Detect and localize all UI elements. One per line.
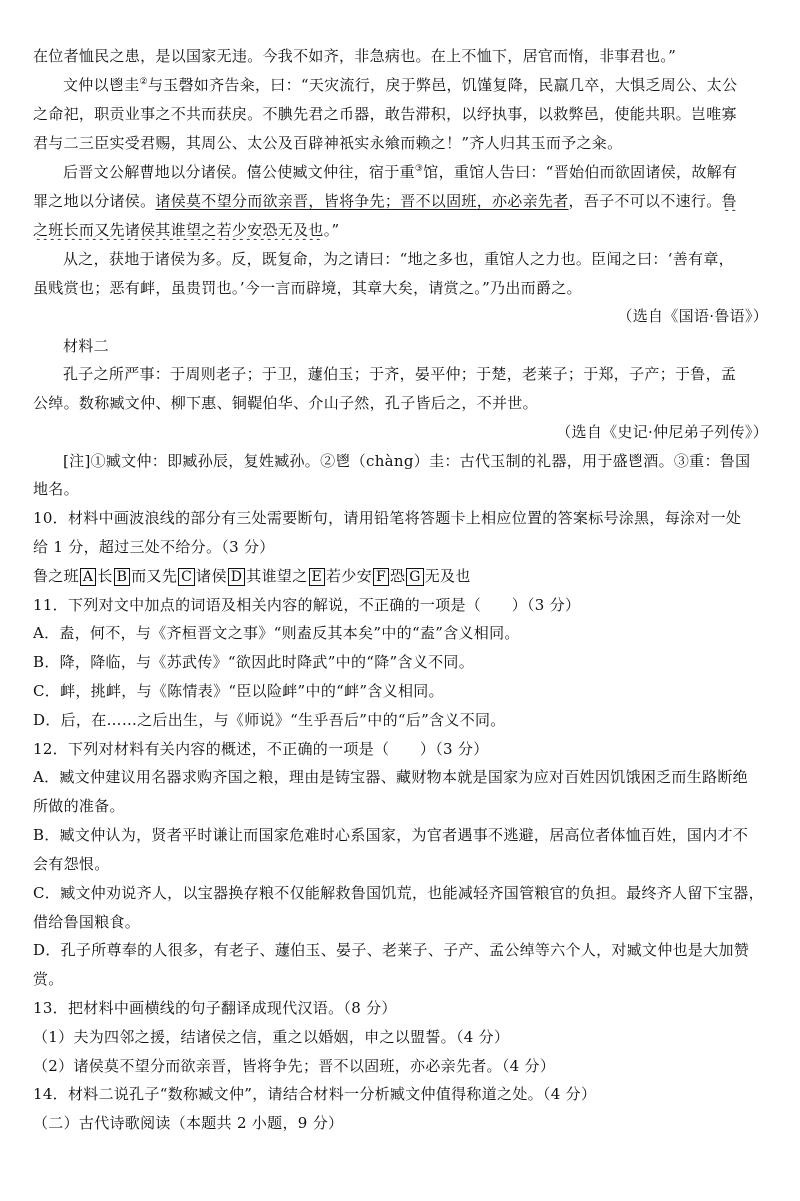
q10-answer-options — [33, 566, 773, 586]
segment: 长 — [97, 567, 113, 585]
q14-stem: 14．材料二说孔子“数称臧文仲”，请结合材料一分析臧文仲值得称道之处。（4 分） — [33, 1085, 597, 1103]
wavy-underlined-text: 鲁 — [721, 192, 737, 210]
material1-para2-line1 — [63, 162, 773, 182]
q13-stem: 13．把材料中画横线的句子翻译成现代汉语。（8 分） — [33, 999, 397, 1017]
underlined-sentence: 诸侯莫不望分而欲亲晋，皆将争先；晋不以固班，亦必亲先者 — [155, 192, 569, 210]
material1-line: 在位者恤民之患，是以国家无违。今我不如齐，非急病也。在上不恤下，居官而惰，非事君也。” — [33, 47, 677, 65]
segment: 而又先 — [131, 567, 178, 585]
q13-sentence-2: （2）诸侯莫不望分而欲亲晋，皆将争先；晋不以固班，亦必亲先者。（4 分） — [33, 1057, 556, 1075]
q11-option-c: C．衅，挑衅，与《陈情表》“臣以险衅”中的“衅”含义相同。 — [33, 682, 444, 700]
option-box-g[interactable]: G — [406, 568, 423, 586]
segment: 若少安 — [326, 567, 372, 585]
q12-option-d-line1: D．孔子所尊奉的人很多，有老子、蘧伯玉、晏子、老莱子、子产、孟公绰等六个人，对臧文仲也是大加赞 — [33, 941, 750, 959]
q10-stem-line2: 给 1 分，超过三处不给分。（3 分） — [33, 538, 275, 556]
text-span: 后晋文公解曹地以分诸侯。僖公使臧文仲往，宿于重 — [63, 163, 415, 181]
q11-option-b: B．降，降临，与《苏武传》“欲因此时降武”中的“降”含义不同。 — [33, 653, 474, 671]
q12-stem: 12．下列对材料有关内容的概述，不正确的一项是（ ）（3 分） — [33, 740, 489, 758]
material2-line2: 公绰。数称臧文仲、柳下惠、铜鞮伯华、介山子然，孔子皆后之，不并世。 — [33, 394, 538, 412]
material1-para1-line1 — [63, 75, 773, 95]
option-box-d[interactable]: D — [228, 568, 246, 586]
option-box-a[interactable]: A — [80, 568, 96, 586]
material2-source: （选自《史记·仲尼弟子列传》） — [556, 423, 768, 441]
q12-option-c-line2: 借给鲁国粮食。 — [33, 913, 141, 931]
q12-option-c-line1: C．臧文仲劝说齐人，以宝器换存粮不仅能解救鲁国饥荒，也能减轻齐国管粮官的负担。最终齐人留下宝器， — [33, 884, 764, 902]
q11-option-a: A．盍，何不，与《齐桓晋文之事》“则盍反其本矣”中的“盍”含义相同。 — [33, 624, 520, 642]
material1-para2-line3 — [33, 220, 773, 240]
option-box-b[interactable]: B — [114, 568, 131, 586]
option-box-c[interactable]: C — [178, 568, 195, 586]
q10-stem-line1: 10．材料中画波浪线的部分有三处需要断句，请用铅笔将答题卡上相应位置的答案标号涂黑，每涂对一处 — [33, 509, 742, 527]
q11-option-d: D．后，在……之后出生，与《师说》“生乎吾后”中的“后”含义不同。 — [33, 711, 506, 729]
notes-line1: [注]①臧文仲：即臧孙辰，复姓臧孙。②鬯（chàng）圭：古代玉制的礼器，用于盛鬯酒。③重：鲁国 — [63, 452, 751, 470]
note-mark-3: ③ — [414, 164, 424, 174]
material1-para1-line3: 君与二三臣实受君赐，其周公、太公及百辟神祇实永飨而赖之！”齐人归其玉而予之籴。 — [33, 134, 623, 152]
material1-para1-line2: 之命祀，职贡业事之不共而获戾。不腆先君之币器，敢告滞积，以纾执事，以救弊邑，使能共职。岂唯寡 — [33, 105, 737, 123]
segment: 恐 — [389, 567, 406, 585]
q12-option-a-line1: A．臧文仲建议用名器求购齐国之粮，理由是铸宝器、藏财物本就是国家为应对百姓因饥饿困乏而生路断绝 — [33, 768, 748, 786]
q13-sentence-1: （1）夫为四邻之援，结诸侯之信，重之以婚姻，申之以盟誓。（4 分） — [33, 1028, 510, 1046]
option-box-f[interactable]: F — [373, 568, 389, 586]
text-span: 文仲以鬯圭 — [63, 76, 140, 94]
segment: 其谁望之 — [246, 567, 308, 585]
material1-para3-line1: 从之，获地于诸侯为多。反，既复命，为之请曰：“地之多也，重馆人之力也。臣闻之曰：‘善有章， — [63, 250, 734, 268]
q12-option-b-line2: 会有怨恨。 — [33, 855, 110, 873]
q12-option-b-line1: B．臧文仲认为，贤者平时谦让而国家危难时心系国家，为官者遇事不逃避，居高位者体恤百姓，国内才不 — [33, 826, 749, 844]
wavy-underlined-text: 之班长而又先诸侯其谁望之若少安恐无及也 — [33, 221, 324, 239]
text-span: 。” — [323, 221, 340, 239]
segment: 无及也 — [424, 567, 471, 585]
option-box-e[interactable]: E — [309, 568, 326, 586]
note-mark-2: ② — [139, 77, 148, 87]
q11-stem: 11．下列对文中加点的词语及相关内容的解说，不正确的一项是（ ）（3 分） — [33, 596, 581, 614]
section2-title: （二）古代诗歌阅读（本题共 2 小题，9 分） — [33, 1114, 344, 1132]
text-span: ，吾子不可以不速行。 — [568, 192, 722, 210]
material1-para3-line2: 虽贱赏也；恶有衅，虽贵罚也。’今一言而辟境，其章大矣，请赏之。”乃出而爵之。 — [33, 279, 582, 297]
text-span: 馆，重馆人告曰：“晋始伯而欲固诸侯，故解有 — [423, 163, 738, 181]
text-span: 与玉磬如齐告籴，曰：“天灾流行，戾于弊邑，饥馑复降，民羸几卒，大惧乏周公、太公 — [147, 76, 738, 94]
segment: 诸侯 — [196, 567, 227, 585]
notes-line2: 地名。 — [33, 480, 79, 498]
q12-option-d-line2: 赏。 — [33, 970, 64, 988]
text-span: 罪之地以分诸侯。 — [33, 192, 156, 210]
segment: 鲁之班 — [33, 567, 79, 585]
material2-line1: 孔子之所严事：于周则老子；于卫，蘧伯玉；于齐，晏平仲；于楚，老莱子；于郑，子产；于鲁，孟 — [63, 365, 737, 383]
material1-source: （选自《国语·鲁语》） — [617, 307, 768, 325]
material2-heading: 材料二 — [63, 337, 109, 355]
q12-option-a-line2: 所做的准备。 — [33, 797, 125, 815]
material1-para2-line2 — [33, 191, 773, 211]
